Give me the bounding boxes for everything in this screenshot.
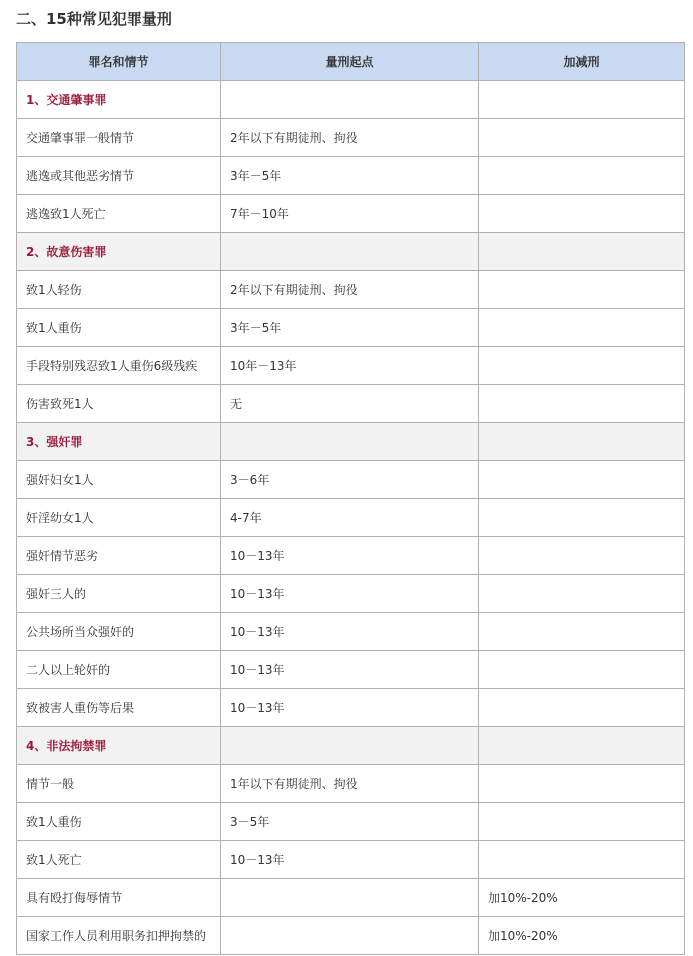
crime-circumstance: 逃逸或其他恶劣情节 — [17, 157, 221, 195]
sentence-start-cell: 3年－5年 — [221, 157, 479, 195]
adjustment-cell — [479, 803, 685, 841]
adjustment-cell — [479, 309, 685, 347]
table-row — [17, 499, 685, 537]
crime-circumstance: 强奸情节恶劣 — [17, 537, 221, 575]
section-row — [17, 423, 685, 461]
adjustment-cell — [479, 81, 685, 119]
table-row — [17, 803, 685, 841]
crime-circumstance: 强奸妇女1人 — [17, 461, 221, 499]
sentence-start-cell: 3年－5年 — [221, 309, 479, 347]
adjustment-cell — [479, 271, 685, 309]
adjustment-cell — [479, 727, 685, 765]
table-row — [17, 651, 685, 689]
adjustment-cell — [479, 575, 685, 613]
crime-circumstance: 伤害致死1人 — [17, 385, 221, 423]
sentence-start-cell: 1年以下有期徒刑、拘役 — [221, 765, 479, 803]
page-title: 二、15种常见犯罪量刑 — [16, 10, 172, 28]
sentence-start-cell: 10－13年 — [221, 651, 479, 689]
sentence-start-cell: 无 — [221, 385, 479, 423]
crime-circumstance: 具有殴打侮辱情节 — [17, 879, 221, 917]
crime-circumstance: 致1人死亡 — [17, 841, 221, 879]
adjustment-cell — [479, 385, 685, 423]
section-title: 2、故意伤害罪 — [17, 233, 221, 271]
header-crime: 罪名和情节 — [17, 43, 221, 81]
adjustment-cell — [479, 233, 685, 271]
sentence-start-cell: 10年－13年 — [221, 347, 479, 385]
sentence-start-cell: 3－6年 — [221, 461, 479, 499]
sentence-start-cell: 10－13年 — [221, 841, 479, 879]
crime-circumstance: 致1人轻伤 — [17, 271, 221, 309]
adjustment-cell — [479, 537, 685, 575]
adjustment-cell — [479, 651, 685, 689]
sentence-start-cell — [221, 423, 479, 461]
sentence-start-cell — [221, 81, 479, 119]
crime-circumstance: 国家工作人员利用职务扣押拘禁的 — [17, 917, 221, 955]
adjustment-cell — [479, 423, 685, 461]
crime-circumstance: 致1人重伤 — [17, 803, 221, 841]
table-row — [17, 765, 685, 803]
crime-circumstance: 公共场所当众强奸的 — [17, 613, 221, 651]
section-row — [17, 233, 685, 271]
section-title: 1、交通肇事罪 — [17, 81, 221, 119]
table-row — [17, 309, 685, 347]
adjustment-cell — [479, 461, 685, 499]
adjustment-cell — [479, 689, 685, 727]
sentence-start-cell: 4-7年 — [221, 499, 479, 537]
section-title: 4、非法拘禁罪 — [17, 727, 221, 765]
crime-circumstance: 二人以上轮奸的 — [17, 651, 221, 689]
table-row — [17, 689, 685, 727]
sentence-start-cell: 7年－10年 — [221, 195, 479, 233]
adjustment-cell — [479, 119, 685, 157]
header-adjustment: 加减刑 — [479, 43, 685, 81]
table-row — [17, 157, 685, 195]
crime-circumstance: 奸淫幼女1人 — [17, 499, 221, 537]
table-row — [17, 461, 685, 499]
sentence-start-cell — [221, 233, 479, 271]
table-row — [17, 613, 685, 651]
crime-circumstance: 逃逸致1人死亡 — [17, 195, 221, 233]
adjustment-cell — [479, 195, 685, 233]
adjustment-cell: 加10%-20% — [479, 879, 685, 917]
adjustment-cell — [479, 613, 685, 651]
section-title: 3、强奸罪 — [17, 423, 221, 461]
sentence-start-cell: 2年以下有期徒刑、拘役 — [221, 119, 479, 157]
adjustment-cell — [479, 499, 685, 537]
sentence-start-cell — [221, 917, 479, 955]
table-row — [17, 271, 685, 309]
sentencing-table — [16, 42, 685, 955]
adjustment-cell — [479, 841, 685, 879]
sentence-start-cell: 10－13年 — [221, 575, 479, 613]
table-row — [17, 195, 685, 233]
section-row — [17, 81, 685, 119]
sentence-start-cell: 10－13年 — [221, 537, 479, 575]
table-row — [17, 347, 685, 385]
sentence-start-cell: 10－13年 — [221, 689, 479, 727]
table-body — [17, 81, 685, 955]
table-row — [17, 119, 685, 157]
sentence-start-cell: 10－13年 — [221, 613, 479, 651]
section-row — [17, 727, 685, 765]
sentence-start-cell: 3－5年 — [221, 803, 479, 841]
crime-circumstance: 致被害人重伤等后果 — [17, 689, 221, 727]
adjustment-cell: 加10%-20% — [479, 917, 685, 955]
table-header-row — [17, 43, 685, 81]
sentence-start-cell — [221, 879, 479, 917]
crime-circumstance: 交通肇事罪一般情节 — [17, 119, 221, 157]
adjustment-cell — [479, 765, 685, 803]
table-row — [17, 917, 685, 955]
adjustment-cell — [479, 157, 685, 195]
crime-circumstance: 强奸三人的 — [17, 575, 221, 613]
crime-circumstance: 手段特别残忍致1人重伤6级残疾 — [17, 347, 221, 385]
crime-circumstance: 致1人重伤 — [17, 309, 221, 347]
table-row — [17, 385, 685, 423]
header-sentence-start: 量刑起点 — [221, 43, 479, 81]
sentence-start-cell — [221, 727, 479, 765]
crime-circumstance: 情节一般 — [17, 765, 221, 803]
table-row — [17, 575, 685, 613]
sentence-start-cell: 2年以下有期徒刑、拘役 — [221, 271, 479, 309]
adjustment-cell — [479, 347, 685, 385]
table-row — [17, 537, 685, 575]
table-row — [17, 879, 685, 917]
table-row — [17, 841, 685, 879]
